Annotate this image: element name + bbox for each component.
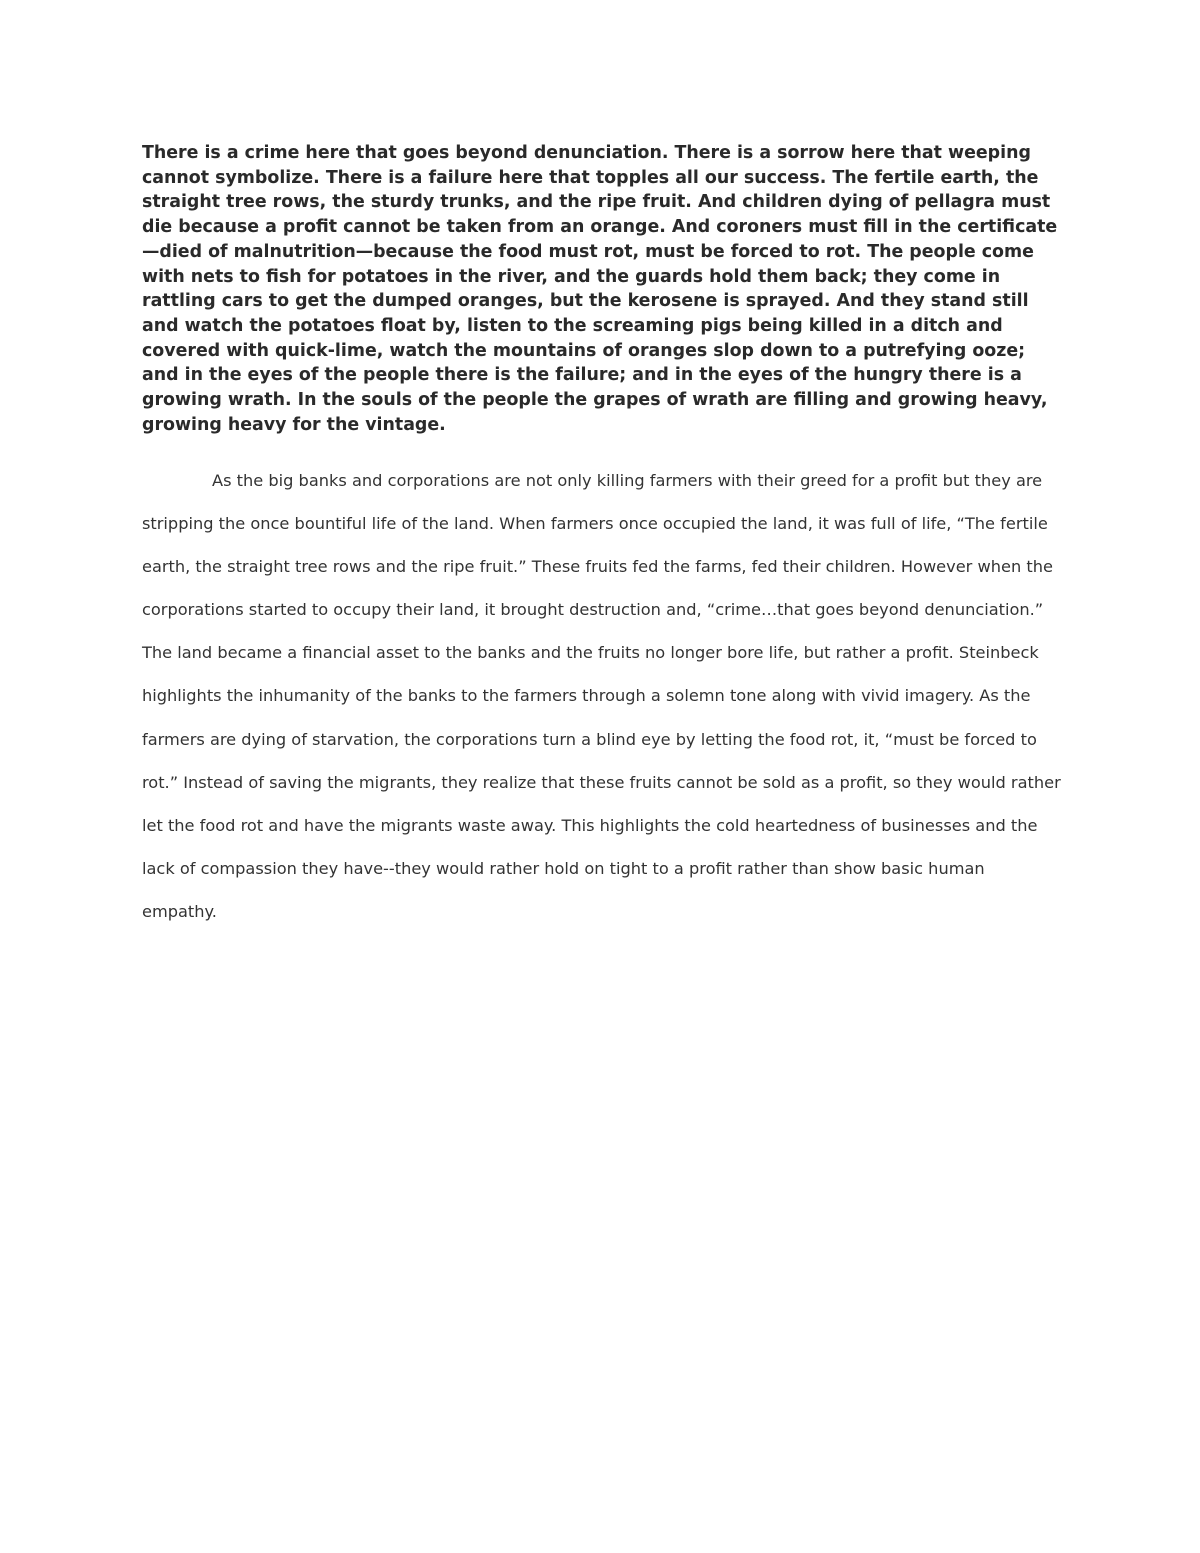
block-quote: There is a crime here that goes beyond denunciation. There is a sorrow here that weeping cannot symbolize. There is a failure here that topples all our success. The fertile earth, the straight tree rows, the sturdy trunks, and the ripe fruit. And children dying of pellagra must die because a profit cannot be taken from an orange. And coroners must fill in the certificate—died of malnutrition—because the food must rot, must be forced to rot. The people come with nets to fish for potatoes in the river, and the guards hold them back; they come in rattling cars to get the dumped oranges, but the kerosene is sprayed. And they stand still and watch the potatoes float by, listen to the screaming pigs being killed in a ditch and covered with quick-lime, watch the mountains of oranges slop down to a putrefying ooze; and in the eyes of the people there is the failure; and in the eyes of the hungry there is a growing wrath. In the souls of the people the grapes of wrath are filling and growing heavy, growing heavy for the vintage.	[142, 143, 1058, 435]
analysis-paragraph: As the big banks and corporations are not only killing farmers with their greed for a profit but they are stripping the once bountiful life of the land. When farmers once occupied the land, it was full of life, “The fertile earth, the straight tree rows and the ripe fruit.” These fruits fed the farms, fed their children. However when the corporations started to occupy their land, it brought destruction and, “crime…that goes beyond denunciation.” The land became a financial asset to the banks and the fruits no longer bore life, but rather a profit. Steinbeck highlights the inhumanity of the banks to the farmers through a solemn tone along with vivid imagery. As the farmers are dying of starvation, the corporations turn a blind eye by letting the food rot, it, “must be forced to rot.” Instead of saving the migrants, they realize that these fruits cannot be sold as a profit, so they would rather let the food rot and have the migrants waste away. This highlights the cold heartedness of businesses and the lack of compassion they have--they would rather hold on tight to a profit rather than show basic human empathy.	[142, 471, 1061, 921]
